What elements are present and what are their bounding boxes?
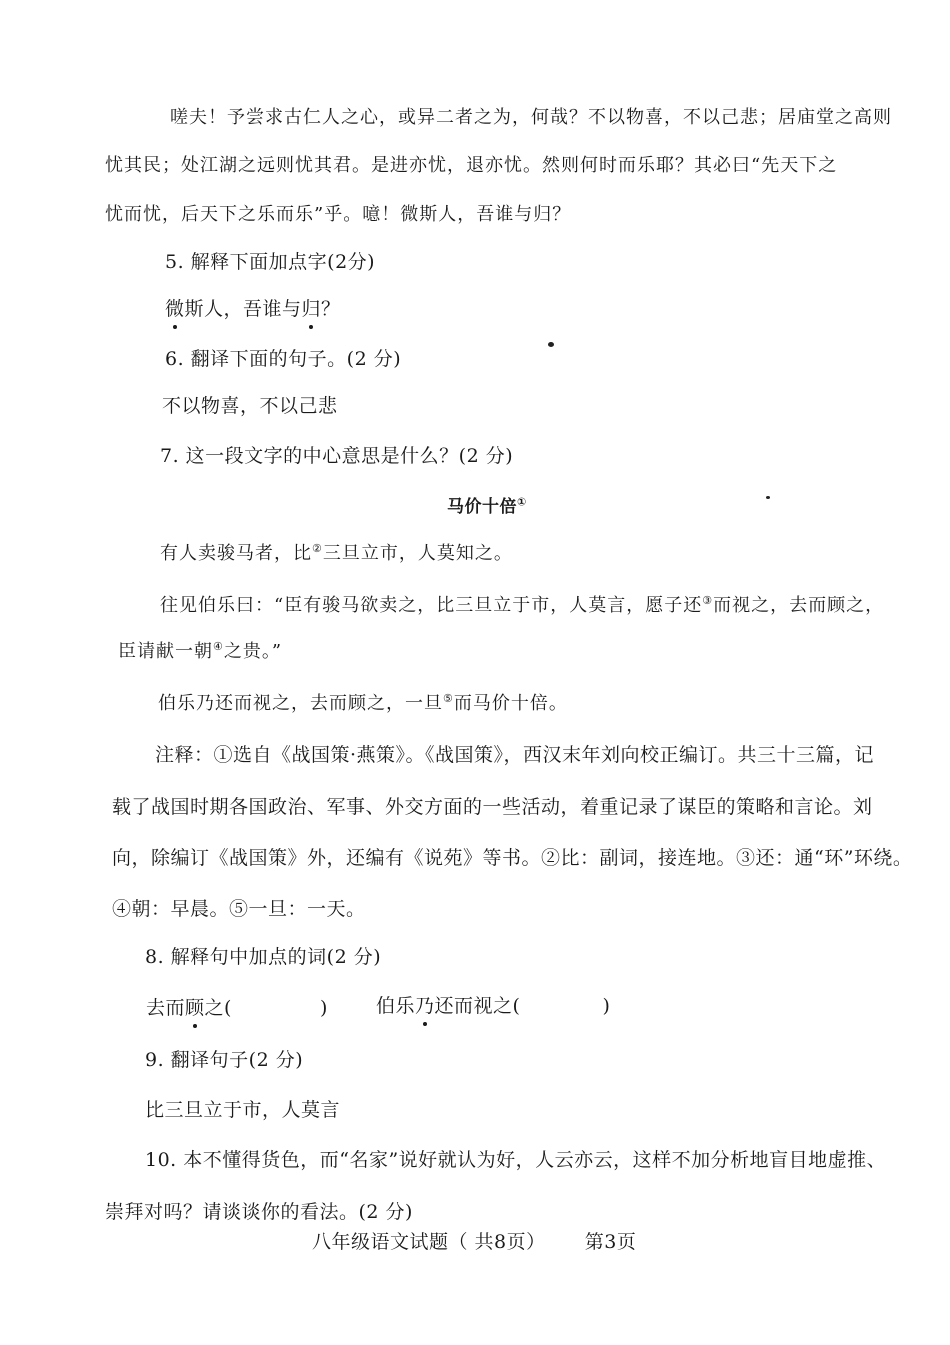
q8-item2-dotted-word: 乃 (415, 992, 435, 1020)
passage2-line2 (160, 592, 884, 620)
footer (312, 1228, 636, 1256)
passage2-note-3: ③ (702, 594, 714, 607)
passage1-line3: 忧而忧，后天下之乐而乐”乎。噫！微斯人，吾谁与归？ (105, 204, 572, 225)
passage2-line4-a: 伯乐乃还而视之，去而顾之，一旦 (158, 693, 443, 714)
passage1-line1: 嗟夫！予尝求古仁人之心，或异二者之为，何哉？不以物喜，不以己悲；居庙堂之高则 (170, 107, 892, 128)
q5-prompt: 5. 解释下面加点字(2分) (165, 251, 376, 273)
q6-prompt: 6. 翻译下面的句子。(2 分) (165, 348, 402, 370)
q8-item1 (146, 994, 328, 1022)
q10-line1: 10. 本不懂得货色，而“名家”说好就认为好，人云亦云，这样不加分析地盲目地虚推、 (145, 1149, 887, 1171)
passage2-note-5: ⑤ (443, 692, 454, 705)
q5-text-end: ？ (321, 298, 341, 320)
q9-sentence: 比三旦立于市，人莫言 (145, 1099, 341, 1121)
q8-prompt: 8. 解释句中加点的词(2 分) (145, 946, 382, 968)
q9-prompt: 9. 翻译句子(2 分) (145, 1049, 304, 1071)
q6-sentence: 不以物喜，不以己悲 (162, 395, 338, 417)
q8-item1-b: 之( (204, 997, 232, 1019)
passage2-line1-a: 有人卖骏马者，比 (160, 543, 312, 564)
passage2-line4-b: 而马价十倍。 (453, 693, 568, 714)
passage2-line3-a: 臣请献一朝 (118, 641, 213, 662)
passage2-line3-b: 之贵。” (223, 641, 283, 662)
passage2-line3 (118, 638, 282, 666)
q8-item1-close: ) (319, 997, 328, 1019)
q8-item2-close: ) (602, 995, 611, 1017)
notes-line1: 注释：①选自《战国策·燕策》。《战国策》，西汉末年刘向校正编订。共三十三篇，记 (155, 744, 875, 766)
q8-item1-dotted-word: 顾 (185, 994, 205, 1022)
passage2-line2-a: 往见伯乐曰：“臣有骏马欲卖之，比三旦立于市，人莫言，愿子还 (160, 595, 703, 616)
q5-sentence (165, 295, 341, 323)
footer-exam-title: 八年级语文试题（ 共8页） (312, 1231, 546, 1253)
scan-speck (548, 342, 554, 347)
passage2-title-text: 马价十倍 (447, 497, 517, 517)
notes-line3: 向，除编订《战国策》外，还编有《说苑》等书。②比：副词，接连地。③还：通“环”环绕。 (112, 847, 913, 869)
passage2-line1-b: 三旦立市，人莫知之。 (322, 543, 513, 564)
notes-line4: ④朝：早晨。⑤一旦：一天。 (112, 898, 366, 920)
q5-text-mid: 斯人，吾谁与 (184, 298, 302, 320)
q8-item2 (376, 992, 610, 1020)
q8-item2-a: 伯乐 (376, 995, 416, 1017)
q5-dotted-char-1: 微 (165, 295, 185, 323)
q8-item2-b: 还而视之( (434, 995, 521, 1017)
passage2-note-4: ④ (213, 640, 224, 653)
passage2-line2-b: 而视之，去而顾之， (713, 595, 885, 616)
passage1-line2: 忧其民；处江湖之远则忧其君。是进亦忧，退亦忧。然则何时而乐耶？其必曰“先天下之 (105, 155, 838, 176)
passage2-title (447, 493, 527, 521)
passage2-line1 (160, 540, 513, 568)
notes-line2: 载了战国时期各国政治、军事、外交方面的一些活动，着重记录了谋臣的策略和言论。刘 (112, 796, 873, 818)
passage2-title-note: ① (517, 495, 527, 509)
q5-dotted-char-2: 归 (302, 295, 322, 323)
passage2-note-2: ② (312, 542, 323, 555)
q8-item1-a: 去而 (146, 997, 186, 1019)
scan-speck (766, 496, 770, 499)
footer-page-number: 第3页 (584, 1231, 637, 1253)
q7-prompt: 7. 这一段文字的中心意思是什么？(2 分) (160, 445, 514, 467)
q10-line2: 崇拜对吗？请谈谈你的看法。(2 分) (105, 1201, 413, 1223)
passage2-line4 (158, 690, 568, 718)
